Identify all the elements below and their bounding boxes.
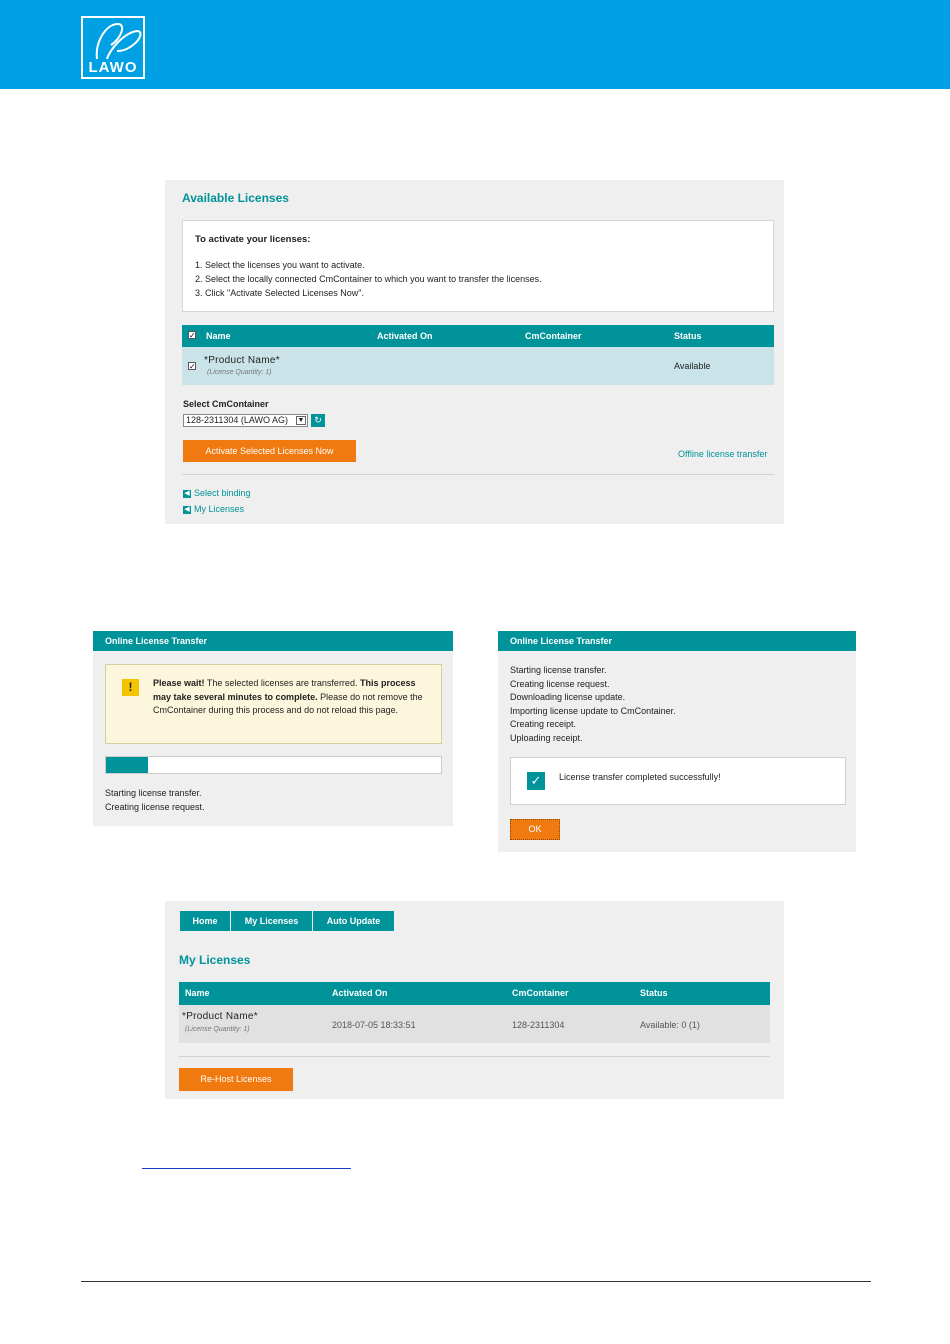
transfer-complete-dialog [498, 631, 856, 852]
footer-link-underline[interactable] [142, 1168, 351, 1169]
my-licenses-label: My Licenses [194, 504, 245, 514]
column-header-activated-on: Activated On [377, 331, 433, 341]
row-status: Available [674, 361, 711, 371]
my-licenses-link[interactable] [183, 504, 244, 514]
license-quantity: (License Quantity: 1) [185, 1026, 250, 1033]
rehost-licenses-button[interactable]: Re-Host Licenses [179, 1068, 293, 1091]
column-header-name: Name [206, 331, 231, 341]
log-line: Uploading receipt. [510, 733, 583, 743]
warning-icon: ! [122, 679, 139, 696]
back-arrow-icon: ◀ [184, 505, 190, 513]
select-binding-link[interactable] [183, 488, 251, 498]
activated-on-value: 2018-07-05 18:33:51 [332, 1020, 416, 1030]
dialog-title: Online License Transfer [93, 631, 453, 651]
select-binding-label: Select binding [194, 488, 251, 498]
logo-text: LAWO [88, 59, 138, 76]
activate-licenses-button[interactable]: Activate Selected Licenses Now [183, 440, 356, 462]
instruction-step: 1. Select the licenses you want to activate. [195, 260, 365, 270]
licenses-table-header [182, 325, 774, 347]
instruction-step: 2. Select the locally connected CmContainer to which you want to transfer the licenses. [195, 274, 542, 284]
cmcontainer-select[interactable] [183, 414, 308, 427]
log-line: Importing license update to CmContainer. [510, 706, 676, 716]
refresh-icon[interactable]: ↻ [311, 414, 325, 427]
table-row[interactable] [179, 1005, 770, 1043]
header-bar [0, 0, 950, 89]
instruction-step: 3. Click "Activate Selected Licenses Now". [195, 288, 364, 298]
chevron-down-icon[interactable]: ▼ [297, 417, 305, 424]
my-licenses-panel [165, 901, 784, 1099]
instructions-box [182, 220, 774, 312]
lawo-logo [81, 16, 145, 79]
offline-license-transfer-link[interactable]: Offline license transfer [678, 449, 768, 459]
status-value: Available: 0 (1) [640, 1020, 700, 1030]
column-header-status: Status [674, 331, 702, 341]
log-line: Creating license request. [105, 802, 205, 812]
instructions-heading: To activate your licenses: [195, 234, 311, 245]
warning-bold: Please wait! [153, 678, 205, 688]
warning-box [105, 664, 442, 744]
warning-normal: Please do not remove the CmContainer during this process and do not reload this page. [153, 691, 423, 715]
divider [182, 474, 774, 475]
checkmark-icon: ✓ [527, 772, 545, 790]
log-line: Downloading license update. [510, 692, 626, 702]
success-box [510, 757, 846, 805]
product-name: *Product Name* [182, 1011, 258, 1022]
log-line: Starting license transfer. [510, 665, 607, 675]
transfer-progress-dialog [93, 631, 453, 826]
back-arrow-icon: ◀ [184, 489, 190, 497]
success-message: License transfer completed successfully! [559, 772, 721, 782]
warning-normal: The selected licenses are transferred. [204, 678, 360, 688]
available-licenses-panel [165, 180, 784, 524]
table-row[interactable] [182, 347, 774, 385]
dialog-title: Online License Transfer [498, 631, 856, 651]
select-all-checkbox[interactable]: ✓ [189, 331, 196, 340]
license-quantity: (License Quantity: 1) [207, 369, 272, 376]
tab-auto-update[interactable]: Auto Update [313, 911, 394, 931]
progress-bar [105, 756, 442, 774]
warning-bold: This process may take several minutes to complete. [153, 678, 416, 702]
progress-fill [106, 757, 148, 773]
warning-text [153, 677, 425, 718]
footer-rule [81, 1281, 871, 1282]
select-cmcontainer-label: Select CmContainer [183, 399, 269, 409]
log-line: Creating license request. [510, 679, 610, 689]
row-checkbox[interactable]: ✓ [189, 362, 196, 371]
logo-swoosh-icon [87, 21, 143, 61]
licenses-table-header [179, 982, 770, 1005]
divider [179, 1056, 770, 1057]
column-header-cmcontainer: CmContainer [525, 331, 582, 341]
column-header-name: Name [185, 988, 210, 998]
column-header-status: Status [640, 988, 668, 998]
cmcontainer-select-value: 128-2311304 (LAWO AG) [186, 415, 289, 425]
product-name: *Product Name* [204, 355, 280, 366]
log-line: Starting license transfer. [105, 788, 202, 798]
ok-button[interactable]: OK [510, 819, 560, 840]
cmcontainer-value: 128-2311304 [512, 1020, 565, 1030]
panel-title: Available Licenses [182, 191, 289, 205]
page-title: My Licenses [179, 953, 251, 967]
tab-my-licenses[interactable]: My Licenses [231, 911, 312, 931]
column-header-activated-on: Activated On [332, 988, 388, 998]
column-header-cmcontainer: CmContainer [512, 988, 569, 998]
tab-home[interactable]: Home [180, 911, 230, 931]
log-line: Creating receipt. [510, 719, 577, 729]
